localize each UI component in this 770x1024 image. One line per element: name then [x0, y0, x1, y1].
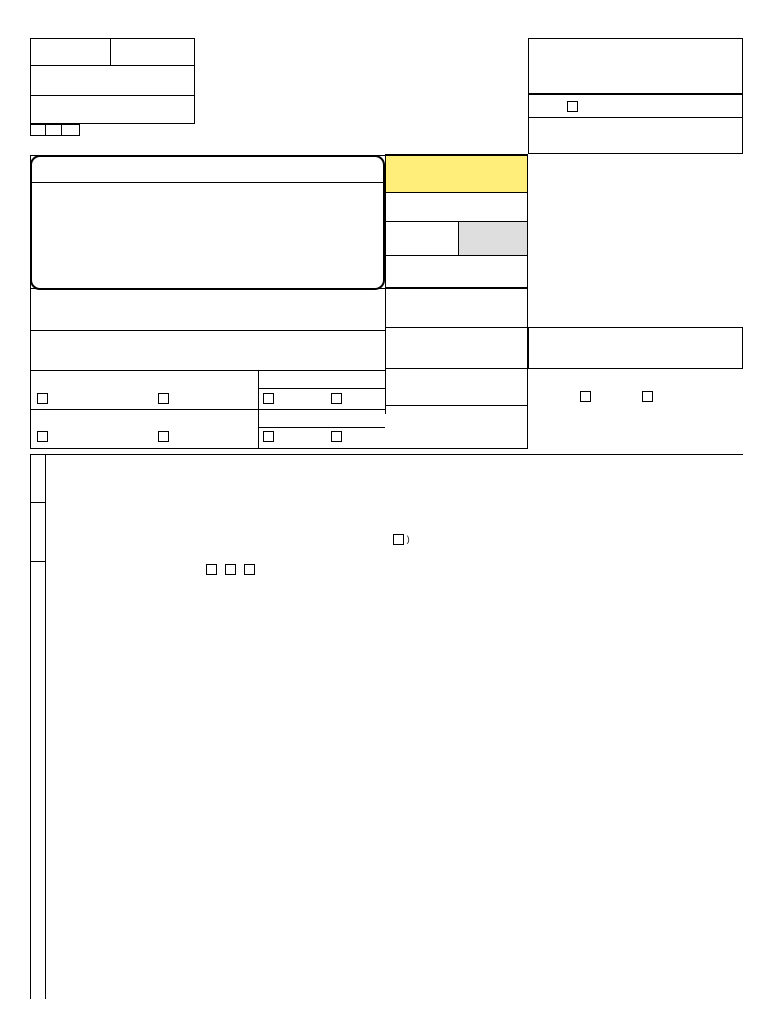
- serial-number-box: [528, 38, 743, 94]
- contracts-no[interactable]: [158, 431, 181, 442]
- group-no[interactable]: [642, 391, 658, 402]
- ein-box[interactable]: [385, 154, 528, 193]
- change-address-yes-checkbox[interactable]: [263, 393, 274, 404]
- merchant-box[interactable]: [385, 256, 528, 288]
- group-yes[interactable]: [580, 391, 596, 402]
- group-yes-checkbox[interactable]: [580, 391, 591, 402]
- payment-stamp-box: [528, 94, 743, 154]
- contracts-yes[interactable]: [37, 431, 55, 442]
- contracts-yes-checkbox[interactable]: [37, 431, 48, 442]
- language-spanish[interactable]: [263, 431, 276, 442]
- rate-20-checkbox[interactable]: [206, 564, 217, 575]
- type-entity-box[interactable]: [528, 327, 743, 369]
- line-24-sub: [42, 843, 770, 858]
- amended-return[interactable]: [567, 101, 583, 112]
- rate-15-checkbox[interactable]: [225, 564, 236, 575]
- change-address-no-checkbox[interactable]: [331, 393, 342, 404]
- office-use-box: [30, 38, 195, 124]
- first-return[interactable]: [37, 393, 53, 404]
- line6-check[interactable]: ): [393, 534, 410, 545]
- change-address-yes[interactable]: [263, 393, 276, 404]
- spanish-checkbox[interactable]: [263, 431, 274, 442]
- amended-checkbox[interactable]: [567, 101, 578, 112]
- rate-10-checkbox[interactable]: [244, 564, 255, 575]
- contracts-no-checkbox[interactable]: [158, 431, 169, 442]
- line-24: [42, 828, 770, 843]
- last-return-checkbox[interactable]: [158, 393, 169, 404]
- label-area[interactable]: [30, 155, 385, 290]
- change-address-header: [258, 370, 385, 389]
- english-checkbox[interactable]: [331, 431, 342, 442]
- change-address-no[interactable]: [331, 393, 349, 404]
- municipal-code-cell[interactable]: [458, 222, 528, 256]
- dos-registry-box[interactable]: [385, 193, 528, 222]
- rmn-box: [30, 124, 80, 136]
- first-return-checkbox[interactable]: [37, 393, 48, 404]
- parts-rail: [30, 454, 31, 999]
- line8-rate-options[interactable]: [206, 564, 255, 575]
- language-english[interactable]: [331, 431, 344, 442]
- line6-checkbox[interactable]: [393, 534, 404, 545]
- last-return[interactable]: [158, 393, 181, 404]
- group-no-checkbox[interactable]: [642, 391, 653, 402]
